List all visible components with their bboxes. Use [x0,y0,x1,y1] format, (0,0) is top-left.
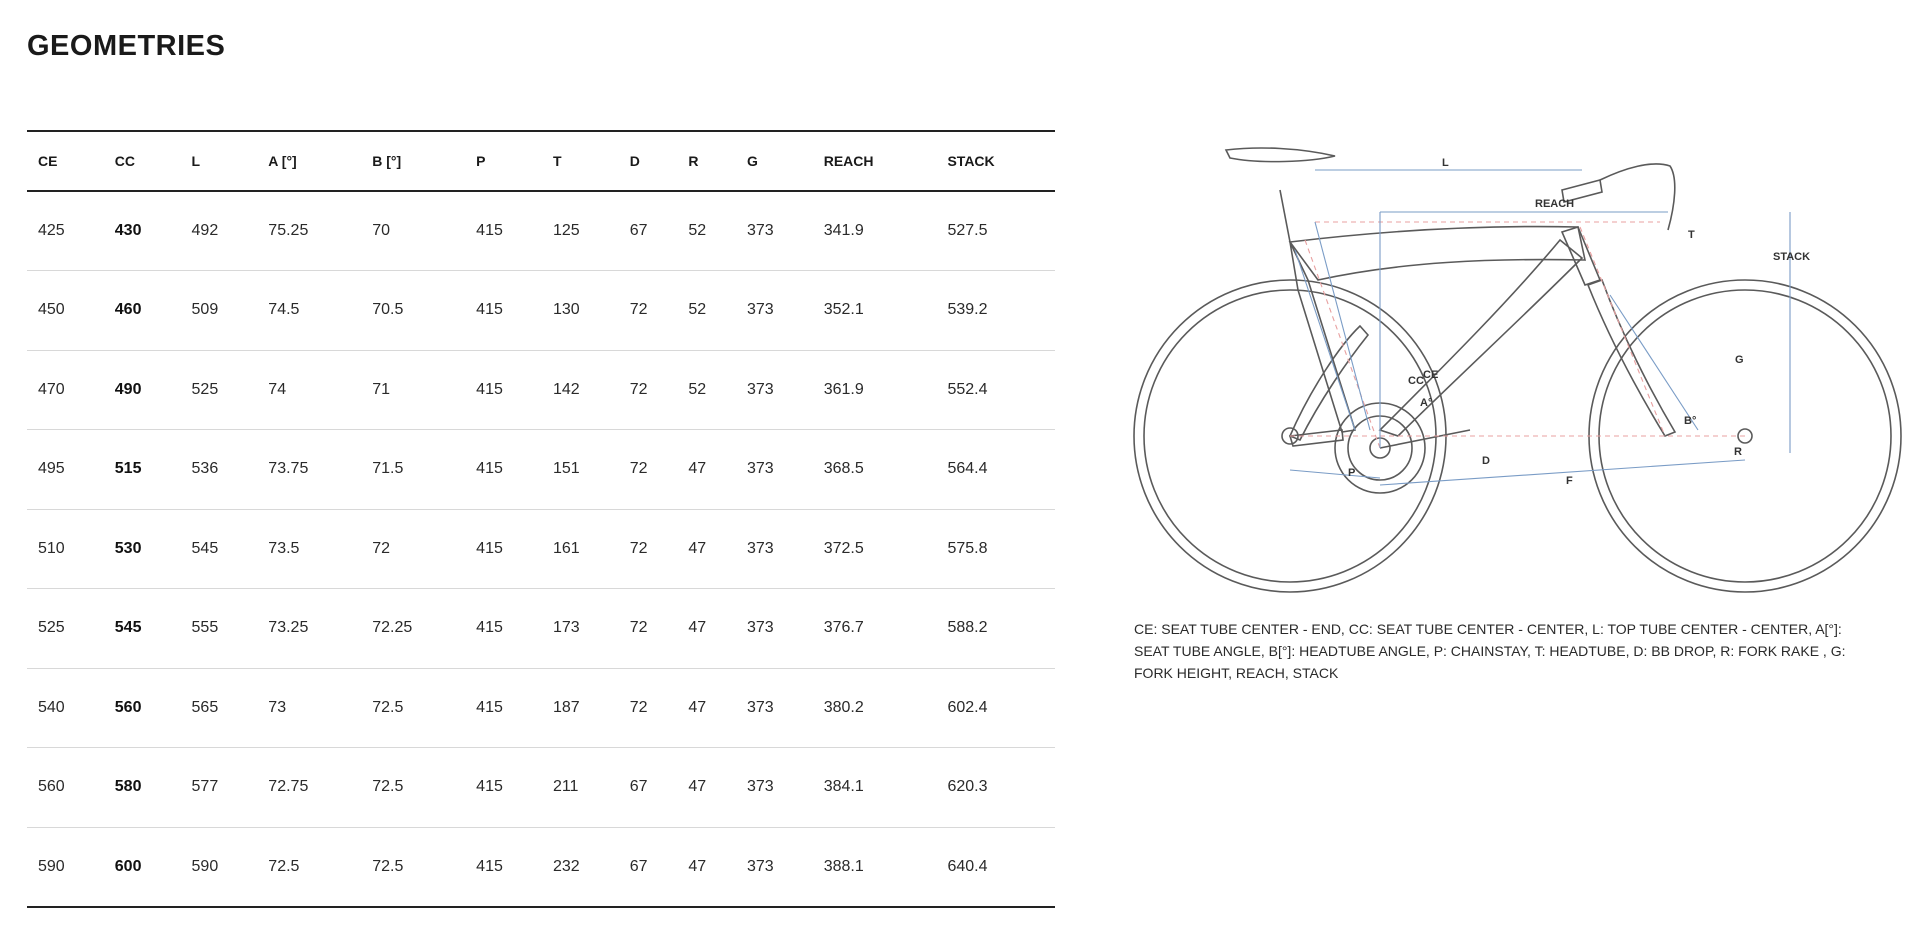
table-cell: 525 [191,380,219,398]
diagram-label-reach: REACH [1535,198,1575,210]
table-cell: 67 [629,857,648,875]
table-cell: 490 [114,380,142,398]
table-row [27,509,1055,589]
table-cell: 72 [372,539,391,557]
diagram-label-F: F [1566,475,1573,487]
table-cell: 142 [552,380,580,398]
table-cell: 536 [191,460,219,478]
table-cell: 232 [552,857,580,875]
table-row [27,191,1055,271]
column-header: A [°] [268,153,297,169]
table-cell: 72.25 [372,619,413,637]
column-header: R [688,153,699,169]
diagram-label-D: D [1482,455,1490,467]
table-cell: 555 [191,619,219,637]
table-cell: 67 [629,222,648,239]
table-cell: 125 [552,222,580,239]
table-cell: 450 [38,301,65,319]
table-cell: 580 [114,778,142,796]
table-cell: 560 [38,778,65,796]
table-cell: 415 [476,222,503,239]
table-row [27,271,1055,351]
table-cell: 560 [114,698,142,716]
table-cell: 415 [476,380,503,398]
table-cell: 540 [38,698,65,716]
table-cell: 47 [688,857,707,875]
table-cell: 361.9 [823,380,864,398]
table-body [27,191,1055,907]
column-header: STACK [947,153,995,169]
table-row [27,589,1055,669]
table-header-row [27,131,1055,191]
table-cell: 72 [629,619,648,637]
table-cell: 72.75 [268,778,309,796]
table-row [27,350,1055,430]
table-cell: 525 [38,619,65,637]
table-cell: 72.5 [372,857,404,875]
table-cell: 470 [38,380,65,398]
table-cell: 373 [746,619,774,637]
diagram-label-A: A° [1420,397,1433,409]
table-cell: 415 [476,539,503,557]
table-cell: 460 [114,301,142,319]
table-cell: 388.1 [823,857,864,875]
column-header: L [191,153,201,169]
table-cell: 72 [629,380,648,398]
table-cell: 415 [476,778,503,796]
table-cell: 74 [268,380,287,398]
table-cell: 52 [688,380,707,398]
top-tube [1290,227,1585,280]
table-cell: 380.2 [823,698,864,716]
column-header: CC [114,153,135,169]
down-tube [1380,240,1582,436]
table-cell: 373 [746,222,774,239]
column-header: G [746,153,758,169]
table-cell: 415 [476,857,503,875]
table-cell: 373 [746,857,774,875]
table-cell: 130 [552,301,580,319]
table-cell: 73.5 [268,539,300,557]
column-header: REACH [823,153,874,169]
table-cell: 545 [191,539,219,557]
table-cell: 590 [38,857,65,875]
table-cell: 352.1 [823,301,864,319]
table-cell: 74.5 [268,301,300,319]
diagram-label-P: P [1348,467,1356,479]
table-cell: 545 [114,619,142,637]
geometry-legend: CE: SEAT TUBE CENTER - END, CC: SEAT TUBE CENTER - CENTER, L: TOP TUBE CENTER - CENTER, A[°]: SEAT TUBE ANGLE, B[°]: HEADTUBE ANGLE, P: CHAINSTAY, T: HEADTUBE, D: BB DROP, R: FORK RAKE , G: FORK HEIGHT, REACH, STACK [1134,621,1846,681]
table-cell: 495 [38,460,65,478]
handlebar [1600,164,1675,230]
table-cell: 151 [552,460,580,478]
table-cell: 73.25 [268,619,309,637]
saddle [1226,148,1335,162]
table-cell: 161 [552,539,580,557]
table-row [27,430,1055,510]
table-cell: 373 [746,539,774,557]
table-cell: 373 [746,460,774,478]
table-cell: 70.5 [372,301,404,319]
table-cell: 47 [688,778,707,796]
table-cell: 415 [476,698,503,716]
table-cell: 75.25 [268,222,309,239]
table-cell: 72.5 [268,857,300,875]
seatstay [1290,326,1368,440]
table-cell: 47 [688,698,707,716]
table-cell: 373 [746,380,774,398]
table-cell: 70 [372,222,391,239]
table-cell: 620.3 [947,778,988,796]
column-header: D [629,153,640,169]
seat-post [1280,190,1290,242]
column-header: P [476,153,486,169]
diagram-label-CC: CC [1408,375,1424,387]
table-cell: 564.4 [947,460,988,478]
table-cell: 552.4 [947,380,988,398]
column-header: T [552,153,562,169]
table-cell: 515 [114,460,142,478]
table-cell: 539.2 [947,301,988,319]
diagram-label-L: L [1442,157,1449,169]
table-row [27,668,1055,748]
table-cell: 640.4 [947,857,988,875]
column-header: CE [38,153,58,169]
table-cell: 72 [629,460,648,478]
table-cell: 376.7 [823,619,864,637]
table-cell: 577 [191,778,219,796]
table-cell: 52 [688,301,707,319]
table-cell: 527.5 [947,222,988,239]
table-cell: 373 [746,301,774,319]
table-cell: 73 [268,698,287,716]
table-cell: 602.4 [947,698,988,716]
table-cell: 415 [476,460,503,478]
table-cell: 510 [38,539,65,557]
geometry-table [27,130,1055,908]
table-cell: 187 [552,698,580,716]
table-cell: 600 [114,857,142,875]
table-cell: 72 [629,698,648,716]
table-cell: 368.5 [823,460,864,478]
table-cell: 588.2 [947,619,988,637]
table-row [27,827,1055,907]
table-cell: 72.5 [372,698,404,716]
table-row [27,748,1055,828]
diagram-label-R: R [1734,446,1742,458]
table-cell: 590 [191,857,219,875]
table-cell: 415 [476,301,503,319]
dim-line-f [1380,460,1745,485]
table-cell: 72 [629,539,648,557]
diagram-label-B: B° [1684,415,1697,427]
table-cell: 67 [629,778,648,796]
head-tube [1562,227,1600,285]
table-cell: 373 [746,778,774,796]
table-cell: 492 [191,222,219,239]
table-cell: 73.75 [268,460,309,478]
table-cell: 71.5 [372,460,404,478]
table-cell: 530 [114,539,142,557]
table-cell: 47 [688,460,707,478]
page-title: GEOMETRIES [27,30,226,62]
column-header: B [°] [372,153,402,169]
dim-line-p [1290,470,1380,478]
table-cell: 47 [688,619,707,637]
diagram-label-G: G [1735,354,1744,366]
table-cell: 415 [476,619,503,637]
table-cell: 71 [372,380,391,398]
table-cell: 211 [552,778,579,796]
table-cell: 72 [629,301,648,319]
table-cell: 72.5 [372,778,404,796]
table-cell: 384.1 [823,778,864,796]
diagram-label-T: T [1688,229,1695,241]
table-cell: 173 [552,619,580,637]
table-cell: 52 [688,222,707,239]
table-cell: 47 [688,539,707,557]
table-cell: 372.5 [823,539,864,557]
table-cell: 575.8 [947,539,988,557]
table-cell: 430 [114,222,142,239]
diagram-label-CE: CE [1423,369,1439,381]
table-cell: 565 [191,698,219,716]
bike-geometry-diagram [1130,130,1910,600]
table-cell: 425 [38,222,65,239]
table-cell: 373 [746,698,774,716]
table-cell: 341.9 [823,222,864,239]
table-cell: 509 [191,301,219,319]
diagram-label-stack: STACK [1773,251,1811,263]
